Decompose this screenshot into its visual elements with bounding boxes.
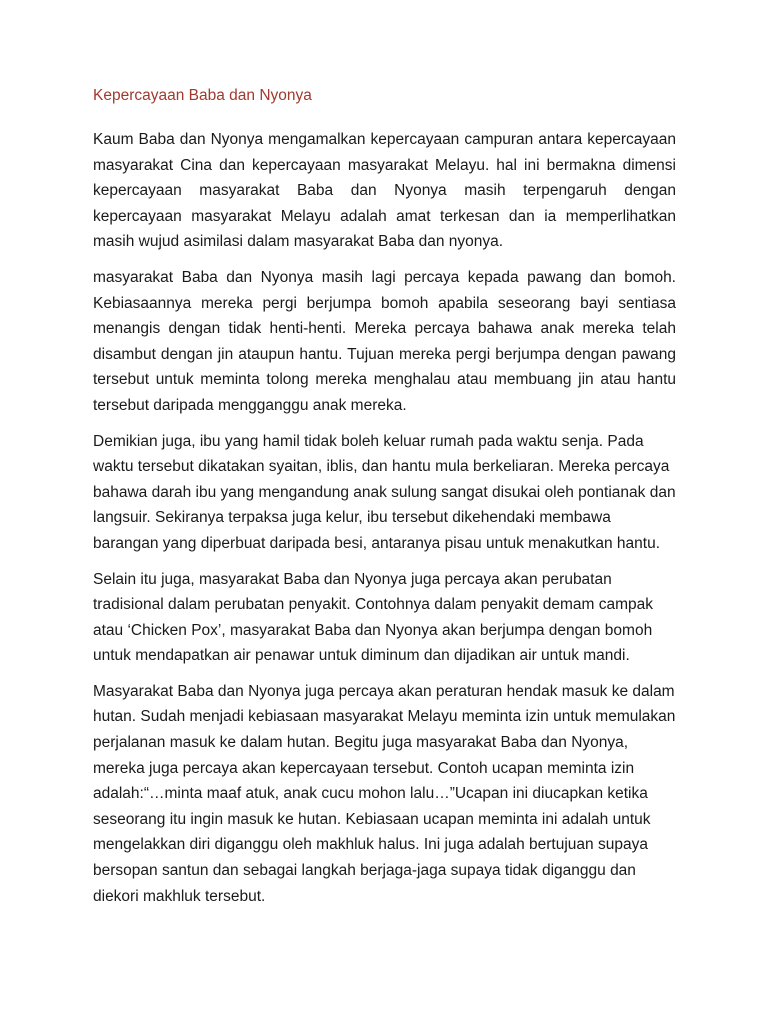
paragraph-1: Kaum Baba dan Nyonya mengamalkan kepercayaan campuran antara kepercayaan masyarakat Cina dan kepercayaan masyarakat Melayu. hal ini bermakna dimensi kepercayaan masyarakat Baba dan Nyonya masih terpengaruh dengan kepercayaan masyarakat Melayu adalah amat terkesan dan ia memperlihatkan masih wujud asimilasi dalam masyarakat Baba dan nyonya. xyxy=(93,131,676,251)
paragraph-2: masyarakat Baba dan Nyonya masih lagi percaya kepada pawang dan bomoh. Kebiasaannya mereka pergi berjumpa bomoh apabila seseorang bayi sentiasa menangis dengan tidak henti-henti. Mereka percaya bahawa anak mereka telah disambut dengan jin ataupun hantu. Tujuan mereka pergi berjumpa dengan pawang tersebut untuk meminta tolong mereka menghalau atau membuang jin atau hantu tersebut daripada mengganggu anak mereka. xyxy=(93,268,676,414)
paragraph-3: Demikian juga, ibu yang hamil tidak boleh keluar rumah pada waktu senja. Pada waktu tersebut dikatakan syaitan, iblis, dan hantu mula berkeliaran. Mereka percaya bahawa darah ibu yang mengandung anak sulung sangat disukai oleh pontianak dan langsuir. Sekiranya terpaksa juga kelur, ibu tersebut dikehendaki membawa barangan yang diperbuat daripada besi, antaranya pisau untuk menakutkan hantu. xyxy=(93,432,676,552)
paragraph-5: Masyarakat Baba dan Nyonya juga percaya akan peraturan hendak masuk ke dalam hutan. Sudah menjadi kebiasaan masyarakat Melayu meminta izin untuk memulakan perjalanan masuk ke dalam hutan. Begitu juga masyarakat Baba dan Nyonya, mereka juga percaya akan kepercayaan tersebut. Contoh ucapan meminta izin adalah:“…minta maaf atuk, anak cucu mohon lalu…”Ucapan ini diucapkan ketika seseorang itu ingin masuk ke hutan. Kebiasaan ucapan meminta ini adalah untuk mengelakkan diri diganggu oleh makhluk halus. Ini juga adalah bertujuan supaya bersopan santun dan sebagai langkah berjaga-jaga supaya tidak diganggu dan diekori makhluk tersebut. xyxy=(93,682,676,905)
paragraph-4: Selain itu juga, masyarakat Baba dan Nyonya juga percaya akan perubatan tradisional dalam perubatan penyakit. Contohnya dalam penyakit demam campak atau ‘Chicken Pox’, masyarakat Baba dan Nyonya akan berjumpa dengan bomoh untuk mendapatkan air penawar untuk diminum dan dijadikan air untuk mandi. xyxy=(93,570,654,665)
document-title: Kepercayaan Baba dan Nyonya xyxy=(93,87,312,104)
document-page xyxy=(93,85,676,919)
